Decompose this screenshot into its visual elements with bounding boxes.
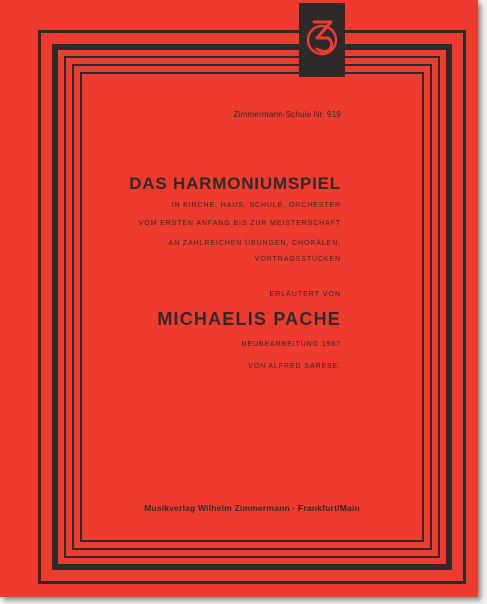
subtitle-line: AN ZAHLREICHEN ÜBUNGEN, CHORÄLEN,: [168, 240, 341, 247]
publisher-logo-tab: [299, 3, 345, 77]
inner-frame-line-3: [80, 72, 424, 542]
revision-line: NEUBEARBEITUNG 1967: [241, 341, 341, 348]
explained-by-label: ERLÄUTERT VON: [269, 291, 341, 298]
subtitle-line: VOM ERSTEN ANFANG BIS ZUR MEISTERSCHAFT: [138, 220, 341, 227]
publisher-imprint: Musikverlag Wilhelm Zimmermann · Frankfurt/Main: [144, 503, 360, 513]
subtitle-line: VORTRAGSSTÜCKEN: [254, 256, 341, 263]
author-name: MICHAELIS PACHE: [157, 309, 341, 329]
book-title: DAS HARMONIUMSPIEL: [129, 174, 341, 193]
revision-line: VON ALFRED SARESE.: [248, 363, 341, 370]
series-number: Zimmermann-Schule Nr. 919: [233, 110, 341, 119]
subtitle-line: IN KIRCHE, HAUS, SCHULE, ORCHESTER: [171, 202, 341, 209]
zimmermann-z-monogram-logo-icon: [304, 16, 340, 60]
